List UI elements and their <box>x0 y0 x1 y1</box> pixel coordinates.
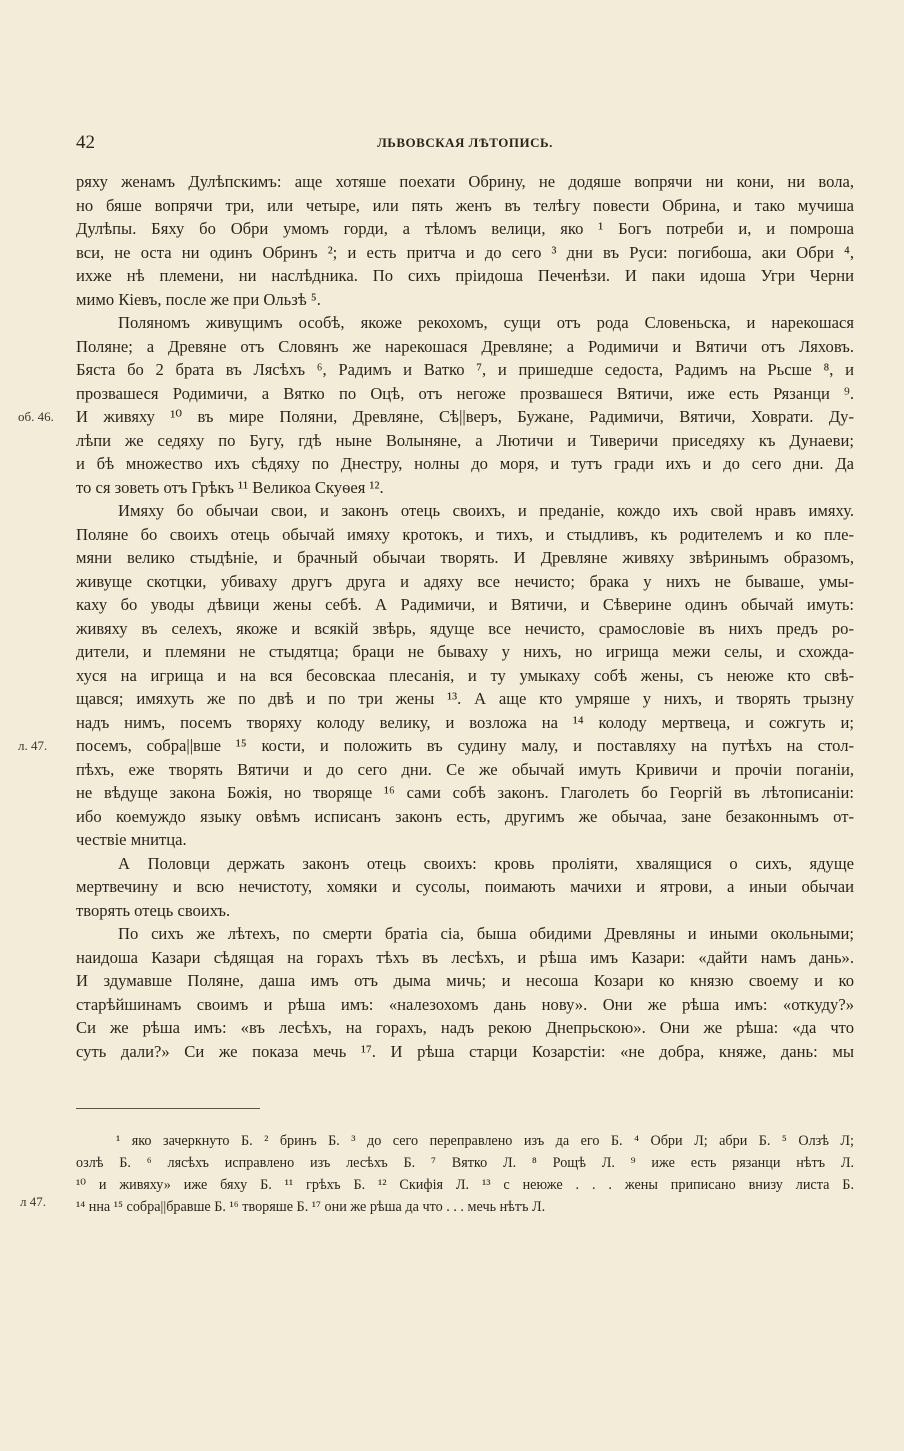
text-line: каху бо уводы дѣвици жены себѣ. А Радимичи, и Вятичи, и Сѣверине одинъ обычай имуть: <box>76 595 854 614</box>
text-line: Имяху бо обычаи свои, и законъ отець своихъ, и преданіе, кождо ихъ свой нравъ имяху. <box>118 501 854 520</box>
text-line: По сихъ же лѣтехъ, по смерти братіа сіа, быша обидими Древляны и иными окольными; <box>118 924 854 943</box>
footnote-line: ¹⁰ и живяху» иже бяху Б. ¹¹ грѣхъ Б. ¹² Скифія Л. ¹³ с неюже . . . жены приписано внизу листа Б. <box>76 1177 854 1193</box>
text-line: живяху въ селехъ, якоже и всякій звѣрь, ядуще все нечисто, срамословіе въ нихъ предъ ро- <box>76 618 854 638</box>
text-line: мяни велико стыдѣніе, и брачный обычаи творять. И Древляне живяху звѣринымъ образомъ, <box>76 548 854 567</box>
text-line: чествіе мнитца. <box>76 830 187 849</box>
footnotes <box>76 1130 854 1218</box>
running-title: ЛЬВОВСКАЯ ЛѢТОПИСЬ. <box>377 135 553 150</box>
text-line: старѣйшинамъ своимъ и рѣша имъ: «налезохомъ дань нову». Они же рѣша имъ: «откуду?» <box>76 994 854 1014</box>
text-line: И здумавше Поляне, даша имъ отъ дыма мичь; и несоша Козари ко князю своему и ко <box>76 971 854 990</box>
text-line: ихже нѣ племени, ни наслѣдника. По сихъ пріидоша Печенѣзи. И паки идоша Угри Черни <box>76 266 854 285</box>
margin-note: л. 47. <box>18 738 48 753</box>
text-line: Поляномъ живущимъ особѣ, якоже рекохомъ, сущи отъ рода Словеньска, и нарекошася <box>118 313 854 332</box>
margin-note: об. 46. <box>18 409 54 424</box>
text-line: И живяху ¹⁰ въ мире Поляни, Древляне, Сѣ||веръ, Бужане, Радимичи, Вятичи, Ховрати. Ду- <box>76 407 854 426</box>
text-line: и бѣ множество ихъ сѣдяху по Днестру, нолны до моря, и тутъ гради ихъ и до сего дни. Да <box>76 454 854 473</box>
text-line: надъ нимъ, посемъ творяху колоду велику, и возложа на ¹⁴ колоду мертвеца, и сожгуть и; <box>76 712 854 732</box>
text-line: мертвечину и всю нечистоту, хомяки и сусолы, поимають мачихи и ятрови, а иныи обычаи <box>76 877 854 896</box>
footnote-margin-note: л 47. <box>20 1194 46 1209</box>
text-line: наидоша Казари сѣдящая на горахъ тѣхъ въ лесѣхъ, и рѣша имъ Казари: «дайти намъ дань». <box>76 947 854 967</box>
text-line: хуся на игрища и на вся бесовскаа плесанія, и ту умыкаху собѣ жены, съ неюже кто свѣ- <box>76 665 854 685</box>
page-number: 42 <box>76 132 95 153</box>
text-line: Бяста бо 2 брата въ Лясѣхъ ⁶, Радимъ и Ватко ⁷, и пришедше седоста, Радимъ на Рьсше ⁸, и <box>76 360 854 379</box>
text-line: мимо Кіевъ, после же при Ользѣ ⁵. <box>76 289 321 309</box>
text-line: ряху женамъ Дулѣпскимъ: аще хотяше поехати Обрину, не додяше вопрячи ни кони, ни вола, <box>76 172 854 191</box>
text-line: вси, не оста ни одинъ Обринъ ²; и есть притча и до сего ³ дни въ Руси: погибоша, аки Обри ⁴, <box>76 242 854 262</box>
text-line: ибо коемуждо языку овѣмъ исписанъ законъ есть, другимъ же обычаа, зане безаконнымъ от- <box>76 806 854 826</box>
text-line: живуще скотцки, убиваху другъ друга и адяху все нечисто; брака у нихъ не бываше, умы- <box>76 571 854 591</box>
text-line: пѣхъ, еже творять Вятичи и до сего дни. Се же обычай имуть Кривичи и прочіи поганіи, <box>76 759 854 779</box>
text-line: дители, и племяни не стыдятца; браци не бываху у нихъ, но игрища межи селы, и схожда- <box>76 642 854 661</box>
text-line: не вѣдуще закона Божія, но творяще ¹⁶ сами собѣ законъ. Глаголеть бо Георгій въ лѣтописаніи: <box>76 783 854 802</box>
text-line: Поляне; а Древяне отъ Словянъ же нарекошася Древляне; а Родимичи и Вятичи отъ Ляховъ. <box>76 336 854 356</box>
text-line: А Половци держать законъ отець своихъ: кровь проліяти, хвалящися о сихъ, ядуще <box>118 853 854 873</box>
text-line: посемъ, собра||вше ¹⁵ кости, и положить въ судину малу, и поставляху на путѣхъ на стол- <box>76 736 854 755</box>
text-line: лѣпи же седяху по Бугу, гдѣ ныне Волыняне, а Лютичи и Тиверичи приседяху къ Дунаеви; <box>76 430 854 450</box>
footnote-separator <box>76 1108 260 1109</box>
text-line: суть дали?» Си же показа мечь ¹⁷. И рѣша старци Козарстіи: «не добра, княже, дань: мы <box>76 1041 854 1061</box>
text-line: Си же рѣша имъ: «въ лесѣхъ, на горахъ, надъ рекою Днепрьскою». Они же рѣша: «да что <box>76 1018 854 1037</box>
text-line: Поляне бо своихъ отець обычай имяху кротокъ, и тихъ, и стыдливъ, къ родителемъ и ко пле- <box>76 524 854 544</box>
page-header <box>76 132 854 156</box>
text-line: прозвашеся Родимичи, а Вятко по Оцѣ, отъ негоже прозвашеся Вятичи, иже есть Рязанци ⁹. <box>76 383 854 403</box>
text-line: но бяше вопрячи три, или четыре, или пять женъ въ телѣгу повести Обрина, и тако мучиша <box>76 195 854 215</box>
text-line: щався; имяхуть же по двѣ и по три жены ¹³. А аще кто умряше у нихъ, и творять трызну <box>76 689 854 708</box>
footnote-line: озлѣ Б. ⁶ лясѣхъ исправлено изъ лесѣхъ Б. ⁷ Вятко Л. ⁸ Рощѣ Л. ⁹ иже есть рязанци нѣтъ Л. <box>76 1155 854 1171</box>
chronicle-text <box>76 170 854 1063</box>
text-line: творять отець своихъ. <box>76 900 231 920</box>
footnote-line: ¹⁴ нна ¹⁵ собра||бравше Б. ¹⁶ творяше Б. ¹⁷ они же рѣша да что . . . мечь нѣтъ Л. <box>76 1199 546 1215</box>
footnote-line: ¹ яко зачеркнуто Б. ² бринъ Б. ³ до сего переправлено изъ да его Б. ⁴ Обри Л; абри Б. ⁵ Олзѣ Л; <box>116 1133 854 1149</box>
text-line: Дулѣпы. Бяху бо Обри умомъ горди, а тѣломъ велици, яко ¹ Богъ потреби и, и помроша <box>76 219 854 238</box>
text-line: то ся зоветь отъ Грѣкъ ¹¹ Великоа Скуѳея ¹². <box>76 477 384 497</box>
